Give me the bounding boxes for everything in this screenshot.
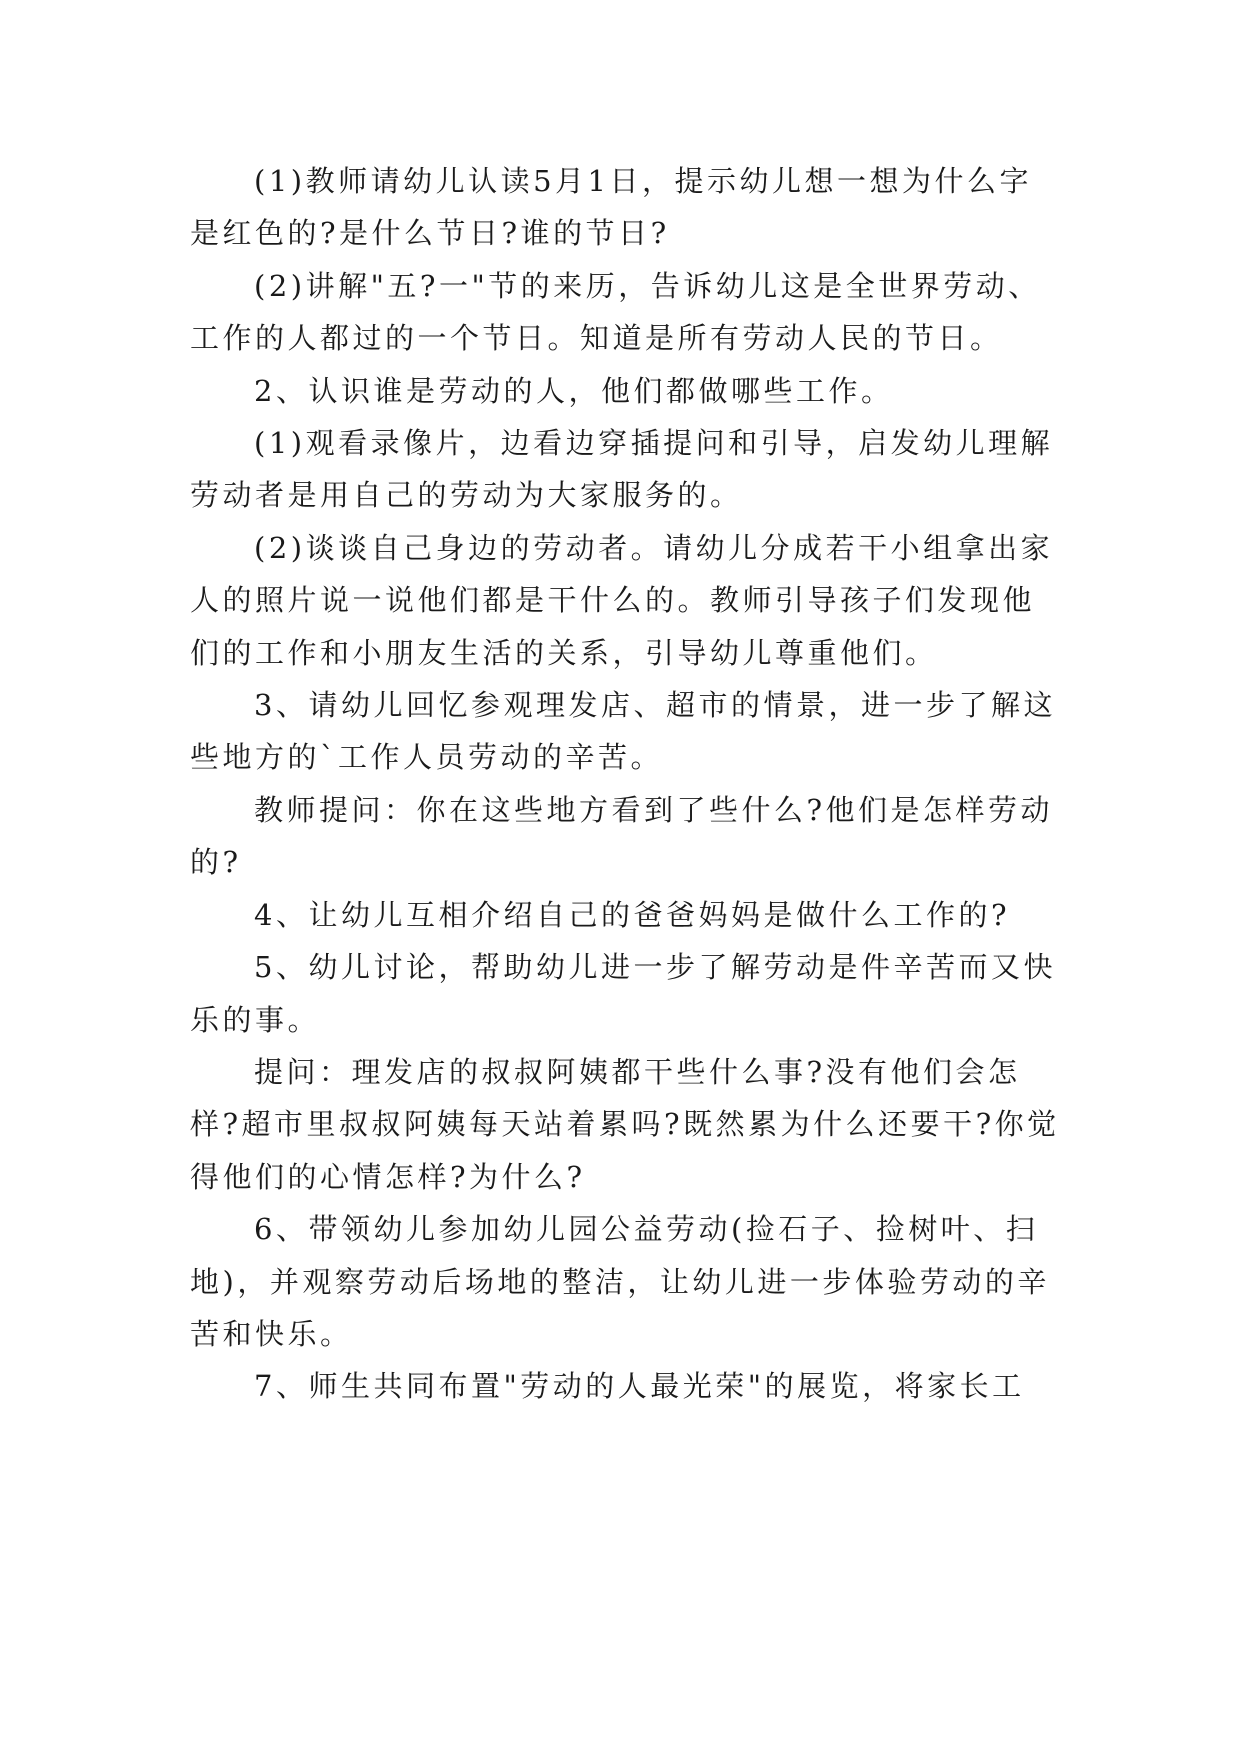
document-body xyxy=(190,155,1060,1413)
paragraph: (2)谈谈自己身边的劳动者。请幼儿分成若干小组拿出家人的照片说一说他们都是干什么的。教师引导孩子们发现他们的工作和小朋友生活的关系，引导幼儿尊重他们。 xyxy=(190,530,1054,670)
paragraph: (1)观看录像片，边看边穿插提问和引导，启发幼儿理解劳动者是用自己的劳动为大家服务的。 xyxy=(190,426,1054,513)
paragraph: 2、认识谁是劳动的人，他们都做哪些工作。 xyxy=(254,373,894,408)
paragraph: 教师提问：你在这些地方看到了些什么?他们是怎样劳动的? xyxy=(190,792,1054,880)
paragraph: (2)讲解"五?一"节的来历，告诉幼儿这是全世界劳动、工作的人都过的一个节日。知道是所有劳动人民的节日。 xyxy=(190,268,1041,356)
paragraph: (1)教师请幼儿认读5月1日，提示幼儿想一想为什么字是红色的?是什么节日?谁的节日? xyxy=(190,164,1032,251)
paragraph: 提问：理发店的叔叔阿姨都干些什么事?没有他们会怎样?超市里叔叔阿姨每天站着累吗?既然累为什么还要干?你觉得他们的心情怎样?为什么? xyxy=(190,1054,1060,1194)
paragraph: 3、请幼儿回忆参观理发店、超市的情景，进一步了解这些地方的`工作人员劳动的辛苦。 xyxy=(190,688,1056,775)
paragraph: 7、师生共同布置"劳动的人最光荣"的展览，将家长工 xyxy=(254,1369,1025,1404)
paragraph: 6、带领幼儿参加幼儿园公益劳动(捡石子、捡树叶、扫地)，并观察劳动后场地的整洁，让幼儿进一步体验劳动的辛苦和快乐。 xyxy=(190,1212,1050,1351)
paragraph: 4、让幼儿互相介绍自己的爸爸妈妈是做什么工作的? xyxy=(254,897,1010,932)
paragraph: 5、幼儿讨论，帮助幼儿进一步了解劳动是件辛苦而又快乐的事。 xyxy=(190,950,1056,1037)
